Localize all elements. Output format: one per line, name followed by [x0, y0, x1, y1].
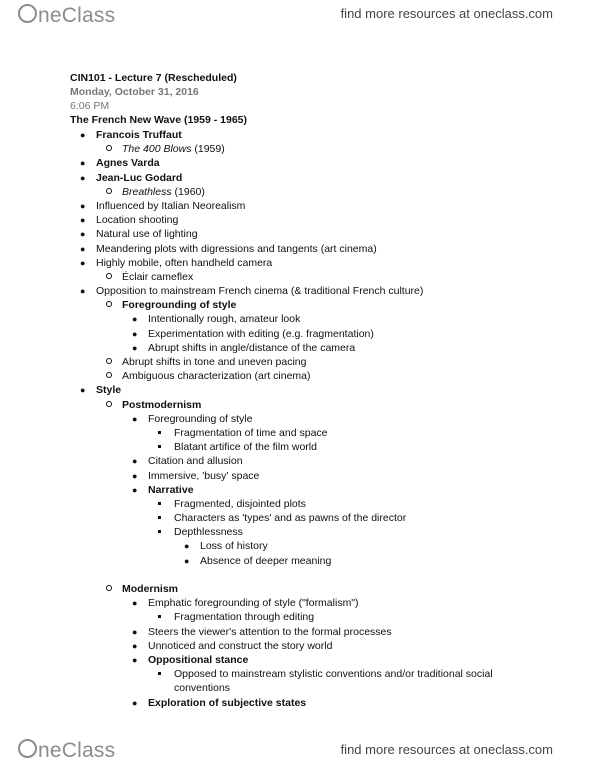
list-item-label: Breathless — [122, 185, 172, 198]
list-item-label: Jean-Luc Godard — [96, 171, 183, 184]
bullet-dot-icon: ● — [80, 257, 86, 268]
list-item-label: Influenced by Italian Neorealism — [96, 199, 246, 212]
list-item-label: Oppositional stance — [148, 653, 249, 666]
list-item-label: Unnoticed and construct the story world — [148, 639, 333, 652]
list-item-text — [174, 525, 243, 539]
list-item — [70, 383, 570, 397]
list-item-text — [148, 327, 374, 341]
list-item — [70, 369, 570, 383]
oneclass-logo-footer — [18, 738, 115, 763]
list-item — [70, 426, 570, 440]
bullet-dot-icon: ● — [132, 342, 138, 353]
list-item — [70, 156, 570, 170]
list-item — [70, 696, 570, 710]
list-item — [70, 398, 570, 412]
list-item-label: The 400 Blows — [122, 143, 192, 156]
bullet-dot-icon: ● — [80, 385, 86, 396]
list-item-text — [200, 554, 331, 568]
bullet-dot-icon: ● — [80, 286, 86, 297]
list-item-label: Citation and allusion — [148, 455, 243, 468]
lecture-time: 6:06 PM — [70, 100, 110, 112]
list-item — [70, 454, 570, 468]
list-item-text — [174, 667, 534, 695]
list-item-text — [148, 696, 306, 710]
list-item-label: Fragmentation of time and space — [174, 426, 328, 439]
list-item — [70, 554, 570, 568]
list-item-text — [148, 341, 355, 355]
list-item-label: Location shooting — [96, 214, 179, 227]
list-item-text — [122, 142, 225, 156]
list-item — [70, 128, 570, 142]
bullet-square-icon — [158, 497, 161, 511]
bullet-circle-icon — [106, 355, 112, 369]
bullet-dot-icon: ● — [80, 200, 86, 211]
list-item — [70, 596, 570, 610]
list-item — [70, 312, 570, 326]
bullet-dot-icon: ● — [132, 697, 138, 708]
list-item-label: Exploration of subjective states — [148, 696, 307, 709]
list-item-text — [148, 625, 392, 639]
bullet-dot-icon: ● — [132, 598, 138, 609]
list-item-text — [148, 639, 332, 653]
list-item — [70, 185, 570, 199]
list-item-label: Fragmented, disjointed plots — [174, 497, 306, 510]
list-item-text — [148, 454, 243, 468]
list-item-year: (1960) — [171, 185, 205, 198]
list-item — [70, 227, 570, 241]
list-item — [70, 568, 570, 582]
footer-tagline: find more resources at oneclass.com — [340, 742, 553, 757]
list-item-text — [148, 653, 248, 667]
list-item-label: Intentionally rough, amateur look — [148, 313, 301, 326]
list-item — [70, 469, 570, 483]
list-item-text — [96, 284, 423, 298]
list-item — [70, 582, 570, 596]
list-item-label: Immersive, 'busy' space — [148, 469, 260, 482]
bullet-dot-icon: ● — [80, 172, 86, 183]
list-item-text — [122, 355, 306, 369]
list-item-text — [174, 440, 317, 454]
section-heading: The French New Wave (1959 - 1965) — [70, 114, 248, 126]
list-item-text — [148, 412, 252, 426]
list-item — [70, 355, 570, 369]
list-item-label: Experimentation with editing (e.g. fragmentation) — [148, 327, 374, 340]
bullet-dot-icon: ● — [132, 470, 138, 481]
list-item — [70, 539, 570, 553]
list-item-text — [122, 270, 193, 284]
list-item-label: Abrupt shifts in angle/distance of the camera — [148, 341, 356, 354]
list-item-text — [96, 171, 182, 185]
bullet-circle-icon — [106, 398, 112, 412]
list-item-text — [122, 185, 205, 199]
bullet-square-icon — [158, 610, 161, 624]
list-item-text — [96, 156, 160, 170]
bullet-dot-icon: ● — [80, 158, 86, 169]
list-item — [70, 610, 570, 624]
bullet-dot-icon: ● — [80, 243, 86, 254]
bullet-square-icon — [158, 511, 161, 525]
bullet-dot-icon: ● — [184, 541, 190, 552]
list-item-label: Foregrounding of style — [122, 299, 237, 312]
list-item-label: Ambiguous characterization (art cinema) — [122, 370, 311, 383]
list-item — [70, 199, 570, 213]
logo-text: neClass — [38, 4, 116, 27]
list-item — [70, 171, 570, 185]
list-item-label: Postmodernism — [122, 398, 202, 411]
list-item-text — [96, 128, 182, 142]
list-item — [70, 327, 570, 341]
bullet-circle-icon — [106, 369, 112, 383]
list-item-label: Narrative — [148, 483, 194, 496]
list-item — [70, 270, 570, 284]
list-item — [70, 497, 570, 511]
list-item-label: Agnes Varda — [96, 157, 160, 170]
list-item-label: Fragmentation through editing — [174, 611, 315, 624]
list-item — [70, 412, 570, 426]
list-item-label: Emphatic foregrounding of style ("formalism") — [148, 597, 359, 610]
bullet-dot-icon: ● — [132, 626, 138, 637]
list-item-text — [96, 383, 121, 397]
list-item — [70, 667, 570, 695]
list-item-label: Steers the viewer's attention to the formal processes — [148, 625, 392, 638]
list-item — [70, 256, 570, 270]
list-item — [70, 341, 570, 355]
list-item-label: Absence of deeper meaning — [200, 554, 332, 567]
list-item — [70, 213, 570, 227]
oneclass-logo — [18, 3, 115, 28]
list-item-label: Loss of history — [200, 540, 268, 553]
list-item — [70, 298, 570, 312]
list-item-label: Opposition to mainstream French cinema (& traditional French culture) — [96, 285, 424, 298]
bullet-circle-icon — [106, 582, 112, 596]
bullet-circle-icon — [106, 298, 112, 312]
list-item-label: Natural use of lighting — [96, 228, 198, 241]
list-item-label: Éclair cameflex — [122, 270, 194, 283]
list-item-text — [200, 539, 268, 553]
header-tagline: find more resources at oneclass.com — [340, 6, 553, 21]
bullet-dot-icon: ● — [132, 328, 138, 339]
bullet-circle-icon — [106, 270, 112, 284]
list-item — [70, 142, 570, 156]
list-item-label: Characters as 'types' and as pawns of the director — [174, 512, 407, 525]
bullet-circle-icon — [106, 142, 112, 156]
list-item-text — [174, 426, 328, 440]
list-item — [70, 653, 570, 667]
list-item-label: Modernism — [122, 583, 179, 595]
list-item — [70, 242, 570, 256]
lecture-date: Monday, October 31, 2016 — [70, 86, 199, 98]
list-item-label: Meandering plots with digressions and tangents (art cinema) — [96, 242, 377, 255]
list-item-text — [148, 469, 259, 483]
list-item-text — [96, 256, 272, 270]
list-item-text — [174, 497, 306, 511]
list-item-text — [96, 199, 245, 213]
list-item-text — [148, 483, 194, 497]
list-item-label: Abrupt shifts in tone and uneven pacing — [122, 356, 307, 368]
list-item-text — [174, 511, 406, 525]
list-item-label: Depthlessness — [174, 526, 243, 539]
bullet-dot-icon: ● — [132, 314, 138, 325]
bullet-square-icon — [158, 440, 161, 454]
logo-o-icon — [18, 4, 37, 23]
list-item-year: (1959) — [191, 143, 225, 156]
logo-o-icon — [18, 739, 37, 758]
list-item-text — [148, 312, 300, 326]
bullet-dot-icon: ● — [132, 413, 138, 424]
list-item-text — [174, 610, 314, 624]
bullet-dot-icon: ● — [132, 654, 138, 665]
bullet-dot-icon: ● — [132, 640, 138, 651]
list-item — [70, 483, 570, 497]
list-item — [70, 639, 570, 653]
list-item — [70, 511, 570, 525]
list-item-text — [122, 298, 236, 312]
list-item — [70, 284, 570, 298]
list-item-label: Highly mobile, often handheld camera — [96, 256, 273, 269]
bullet-circle-icon — [106, 185, 112, 199]
list-item-label: Blatant artifice of the film world — [174, 441, 317, 454]
bullet-dot-icon: ● — [132, 456, 138, 467]
list-item-label: Opposed to mainstream stylistic conventions and/or traditional social conventions — [174, 668, 493, 695]
list-item-label: Style — [96, 384, 122, 397]
list-item-text — [96, 227, 198, 241]
bullet-dot-icon: ● — [80, 229, 86, 240]
list-item — [70, 525, 570, 539]
bullet-dot-icon: ● — [184, 555, 190, 566]
list-item-text — [122, 582, 178, 596]
bullet-square-icon — [158, 426, 161, 440]
list-item-text — [122, 369, 311, 383]
bullet-dot-icon: ● — [132, 484, 138, 495]
logo-text: neClass — [38, 739, 116, 762]
list-item — [70, 440, 570, 454]
list-item-text — [96, 213, 178, 227]
bullet-dot-icon: ● — [80, 130, 86, 140]
list-item-label: Foregrounding of style — [148, 412, 253, 425]
notes-outline — [70, 128, 570, 710]
list-item-text — [148, 596, 359, 610]
lecture-title: CIN101 - Lecture 7 (Rescheduled) — [70, 72, 237, 84]
list-item-label: Francois Truffaut — [96, 129, 182, 141]
list-item-text — [96, 242, 377, 256]
bullet-square-icon — [158, 525, 161, 539]
list-item-text — [122, 398, 201, 412]
bullet-square-icon — [158, 667, 161, 681]
list-item — [70, 625, 570, 639]
bullet-dot-icon: ● — [80, 215, 86, 226]
